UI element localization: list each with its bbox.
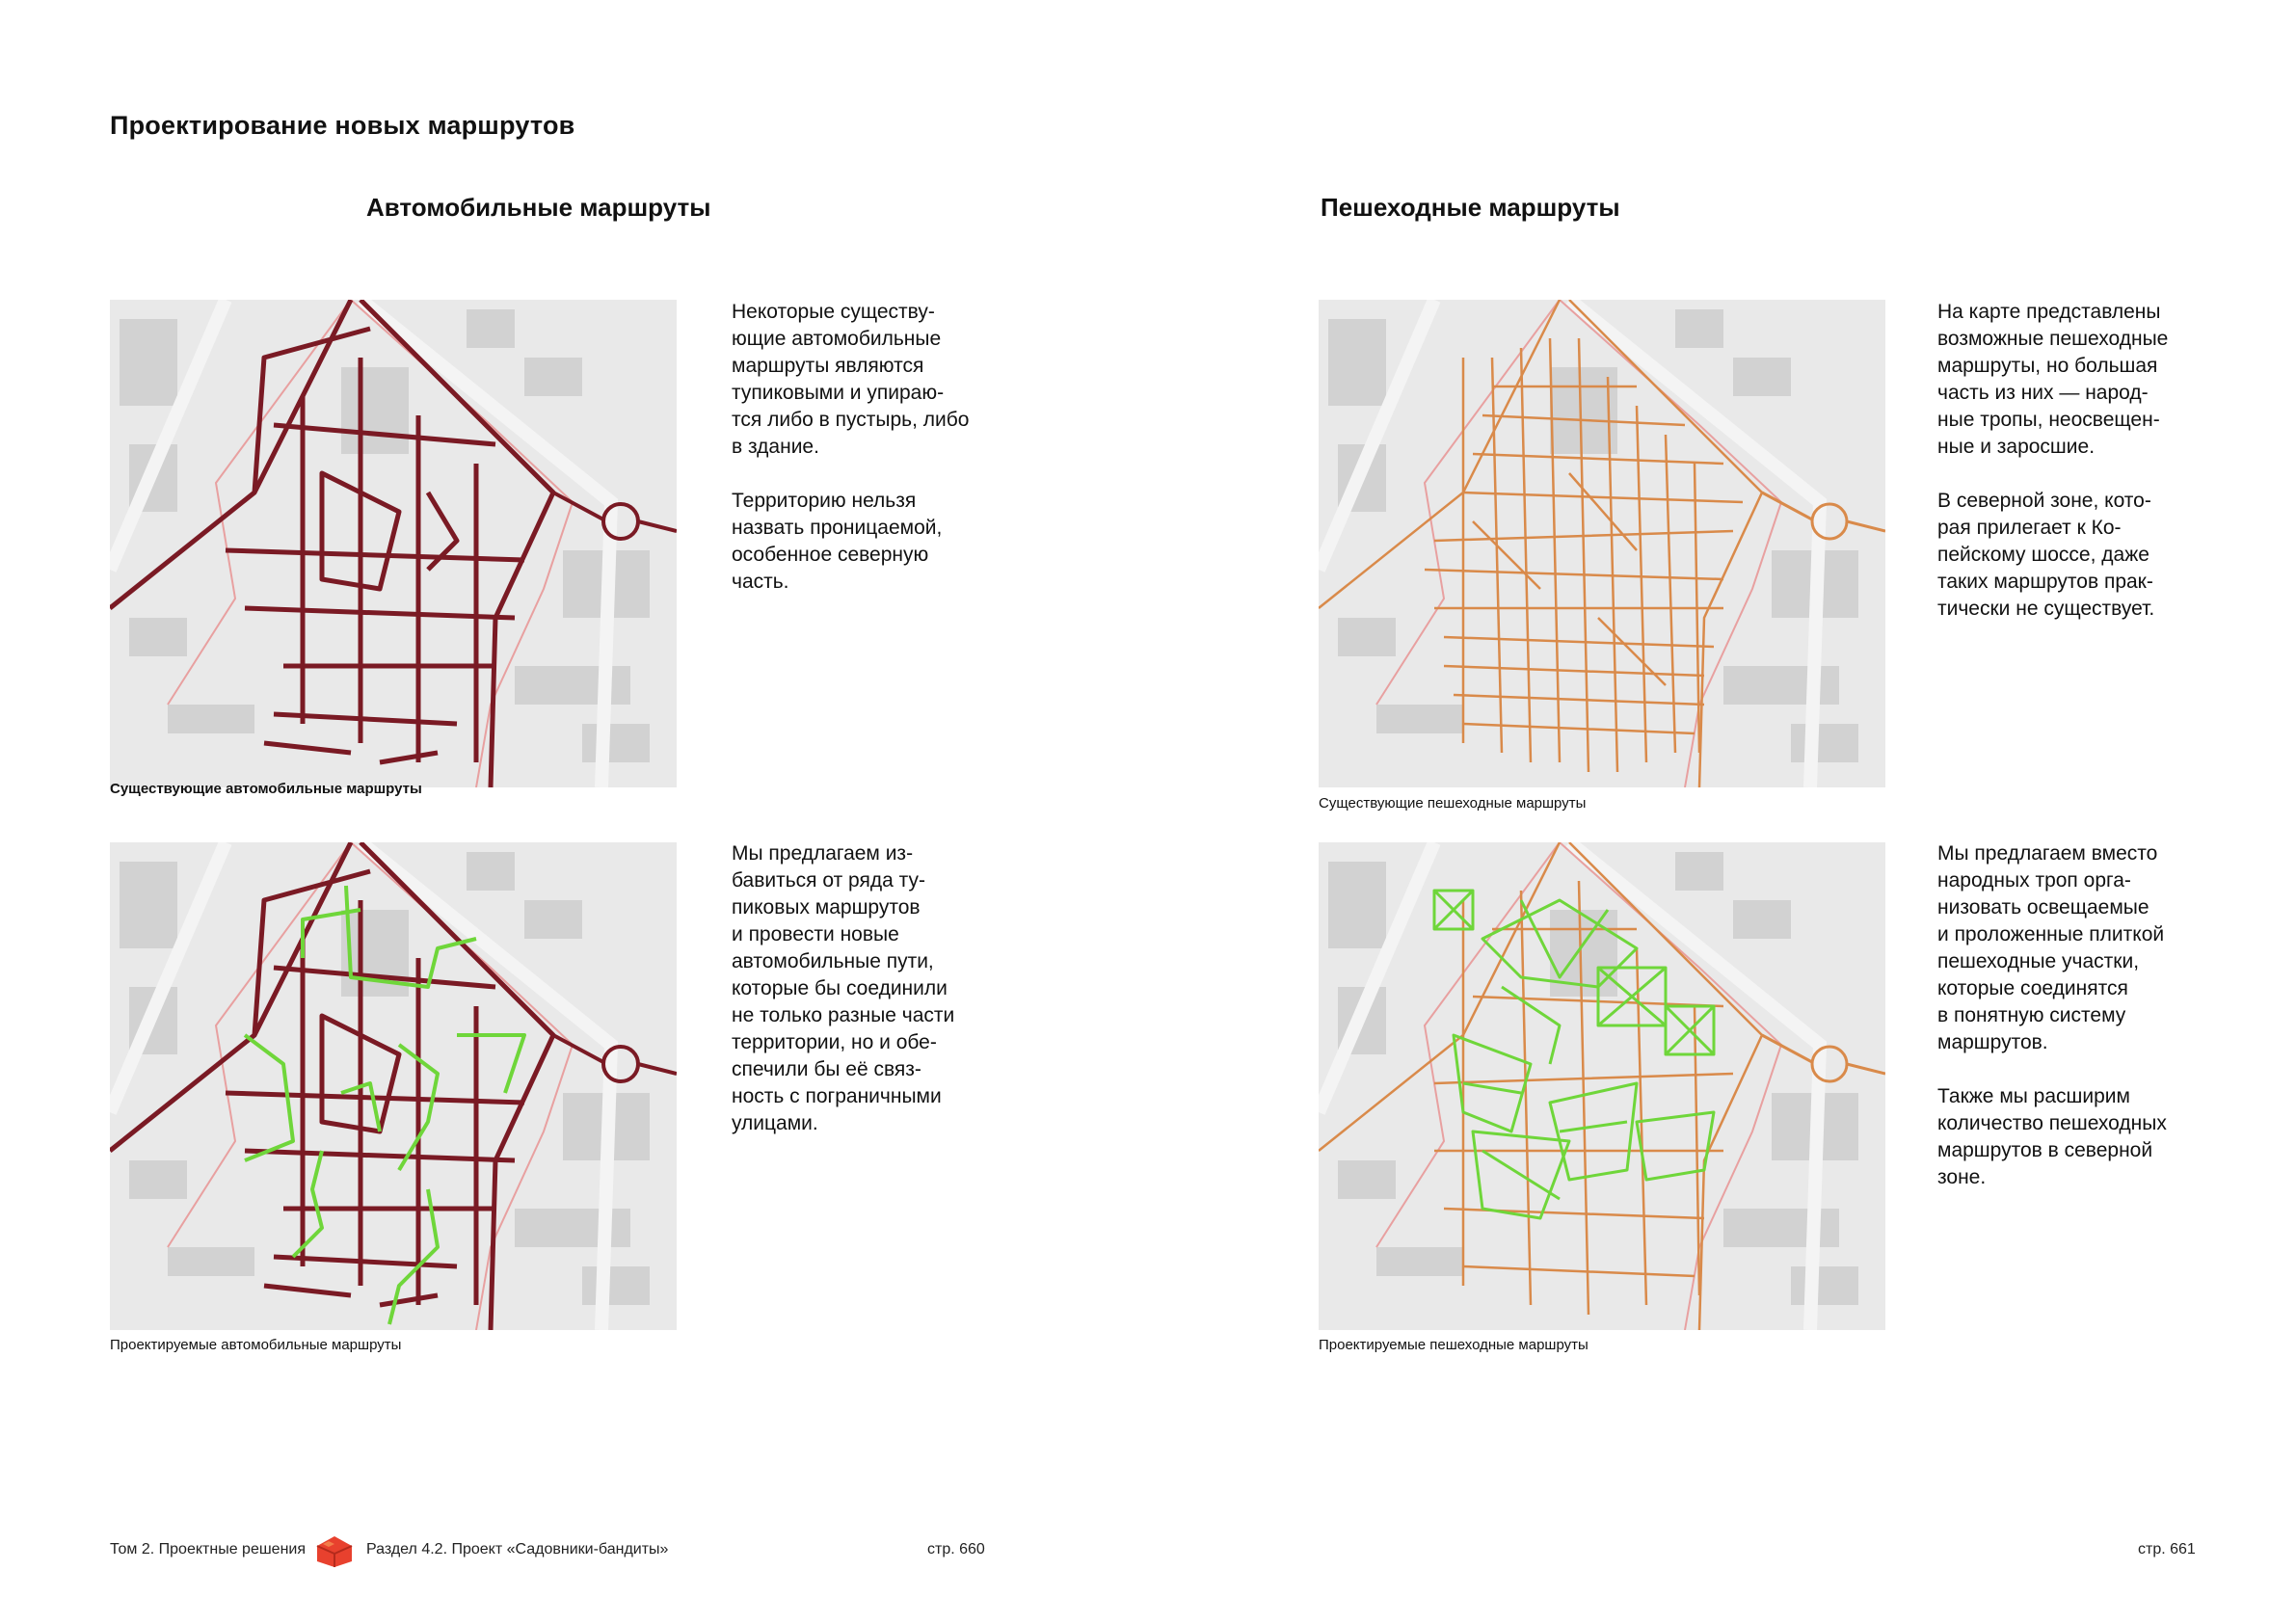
- map-car-existing-drawing: [110, 300, 677, 787]
- map-car-proposed: [110, 842, 677, 1330]
- text-ped-proposed: Мы предлагаем вместо народных троп орга- низовать освещаемые и проложенные плиткой пешеходные участки, которые соединятся в понятную систему маршрутов. Также мы расширим количество пешеходных маршрутов в северной зоне.: [1937, 842, 2167, 1188]
- map-ped-existing-drawing: [1319, 300, 1885, 787]
- map-car-existing: [110, 300, 677, 787]
- section-title-car: Автомобильные маршруты: [366, 193, 711, 222]
- map-ped-existing: [1319, 300, 1885, 787]
- text-ped-existing: На карте представлены возможные пешеходные маршруты, но большая часть из них — народ- ные тропы, неосвещен- ные и заросшие. В северной зоне, кото- рая прилегает к Ко- пейскому шоссе, даже таких маршрутов прак- тически не существует.: [1937, 301, 2169, 620]
- caption-ped-proposed: Проектируемые пешеходные маршруты: [1319, 1337, 1589, 1353]
- page-title: Проектирование новых маршрутов: [110, 111, 575, 140]
- project-logo-icon: [313, 1532, 356, 1569]
- footer-section: Раздел 4.2. Проект «Садовники-бандиты»: [366, 1541, 669, 1557]
- map-car-proposed-drawing: [110, 842, 677, 1330]
- section-title-pedestrian: Пешеходные маршруты: [1321, 193, 1620, 222]
- map-ped-proposed: [1319, 842, 1885, 1330]
- page-number-left: стр. 660: [927, 1541, 985, 1557]
- page-number-right: стр. 661: [2138, 1541, 2196, 1557]
- caption-car-existing: Существующие автомобильные маршруты: [110, 781, 422, 797]
- text-car-proposed: Мы предлагаем из- бавиться от ряда ту- пиковых маршрутов и провести новые автомобильные пути, которые бы соединили не только разные части территории, но и обе- спечили бы её связ- ность с пограничными улицами.: [732, 842, 955, 1134]
- caption-ped-existing: Существующие пешеходные маршруты: [1319, 795, 1587, 812]
- map-ped-proposed-drawing: [1319, 842, 1885, 1330]
- caption-car-proposed: Проектируемые автомобильные маршруты: [110, 1337, 402, 1353]
- text-car-existing: Некоторые существу- ющие автомобильные маршруты являются тупиковыми и упираю- тся либо в пустырь, либо в здание. Территорию нельзя назвать проницаемой, особенное северную часть.: [732, 301, 970, 593]
- footer-volume: Том 2. Проектные решения: [110, 1541, 307, 1557]
